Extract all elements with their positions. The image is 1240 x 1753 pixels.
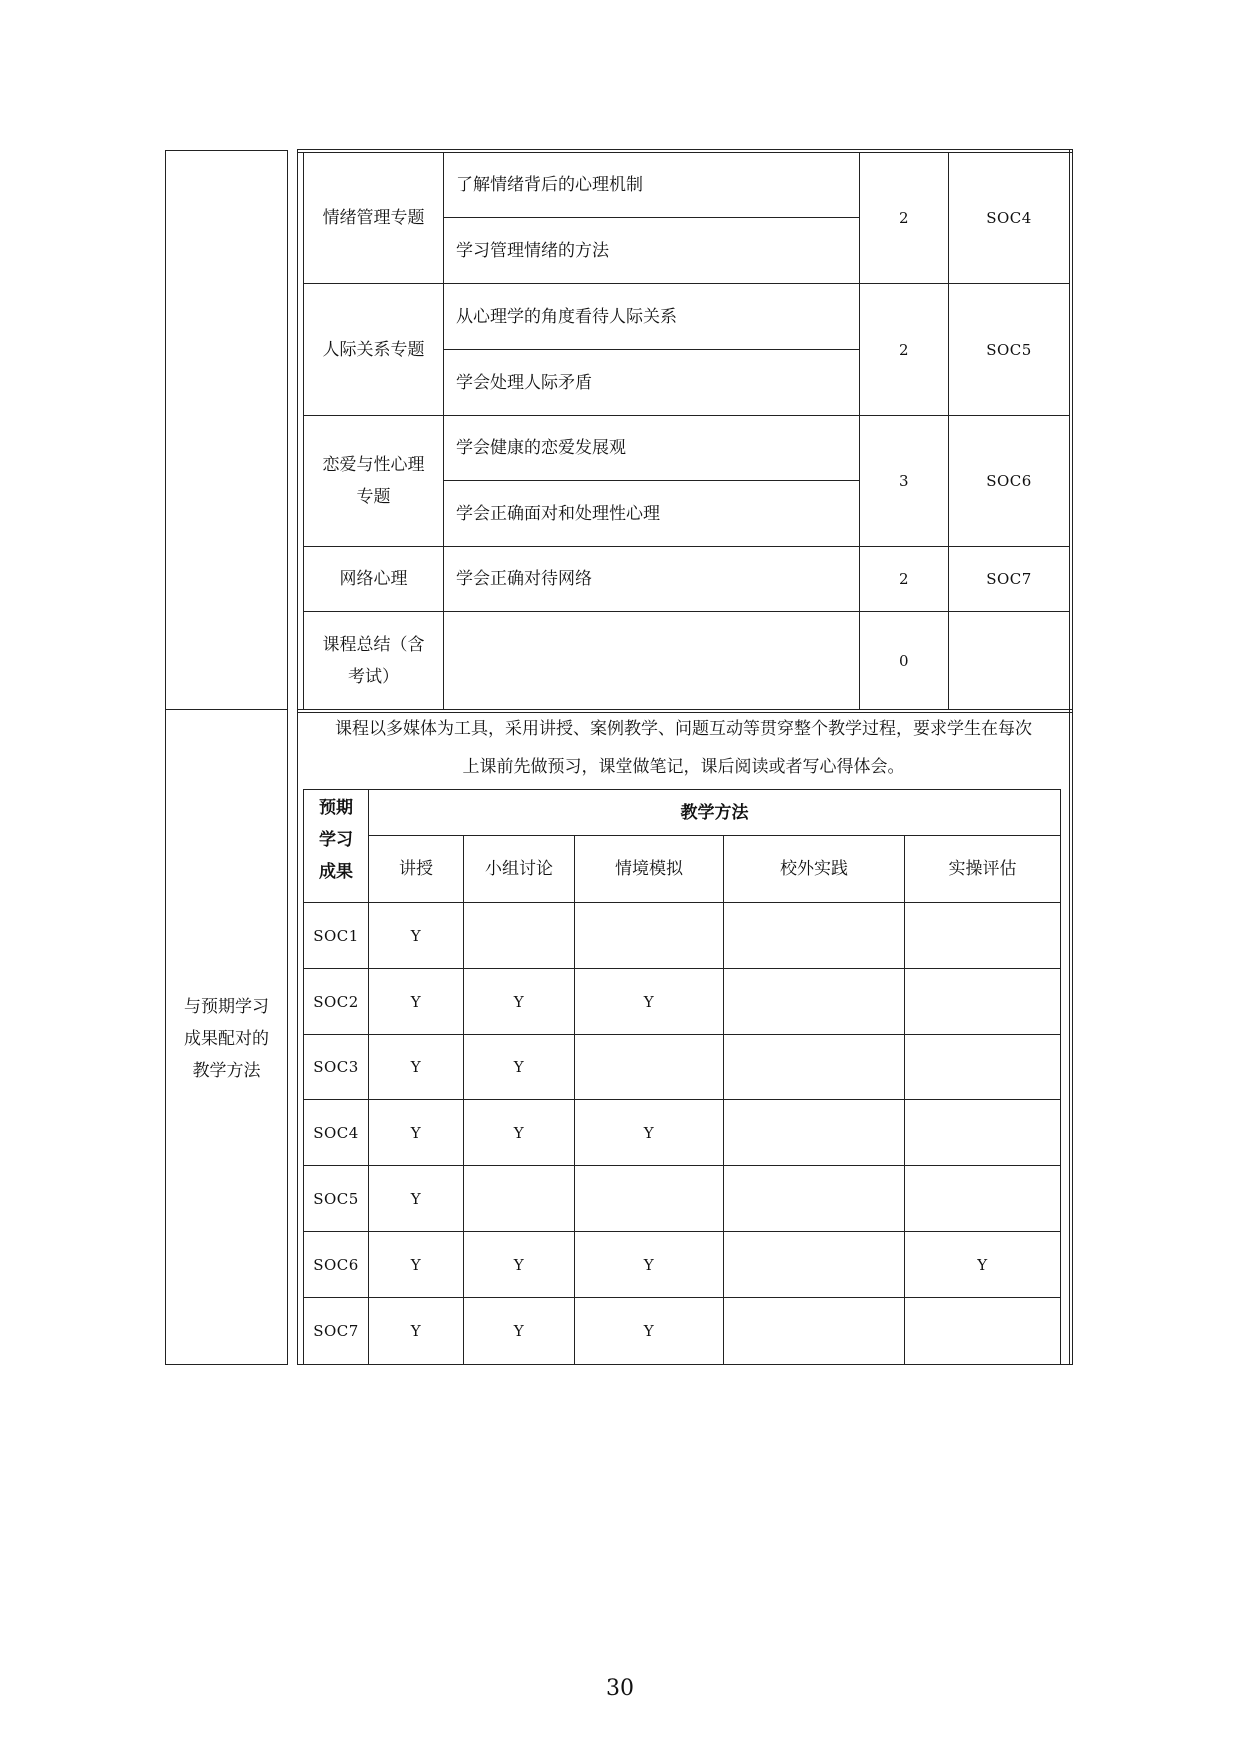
topic-label: 专题 <box>356 487 391 507</box>
matrix-mark <box>905 1035 1060 1099</box>
matrix-mark: Y <box>513 1322 525 1340</box>
method-header: 小组讨论 <box>485 859 553 879</box>
content-cell: 从心理学的角度看待人际关系 <box>456 306 677 327</box>
topic-label: 网络心理 <box>339 569 408 589</box>
outcome-cell <box>949 612 1069 709</box>
topic-cell <box>304 416 443 546</box>
matrix-mark <box>724 1166 904 1231</box>
outcome-cell: SOC5 <box>986 340 1032 359</box>
matrix-mark <box>724 903 904 968</box>
matrix-mark <box>724 1232 904 1297</box>
matrix-mark <box>575 1166 723 1231</box>
content-cell: 学会正确对待网络 <box>456 569 592 589</box>
outcome-cell: SOC6 <box>986 472 1032 490</box>
matrix-mark: Y <box>513 1255 525 1274</box>
matrix-mark: Y <box>410 1058 422 1076</box>
section-label: 与预期学习 成果配对的 教学方法 <box>184 996 269 1081</box>
hours-cell: 2 <box>898 570 910 588</box>
content-cell: 学会健康的恋爱发展观 <box>456 438 626 458</box>
matrix-mark: Y <box>513 1058 525 1076</box>
outcome-cell: SOC7 <box>986 570 1032 588</box>
matrix-mark: Y <box>643 992 655 1011</box>
matrix-outcome: SOC5 <box>313 1189 359 1208</box>
matrix-mark: Y <box>643 1322 655 1340</box>
matrix-mark <box>724 1100 904 1165</box>
topic-cell <box>304 612 443 709</box>
matrix-mark: Y <box>410 1123 422 1142</box>
matrix-mark: Y <box>410 1322 422 1340</box>
matrix-mark <box>724 1035 904 1099</box>
matrix-mark <box>905 1166 1060 1231</box>
content-cell: 了解情绪背后的心理机制 <box>456 174 643 195</box>
content-cell: 学习管理情绪的方法 <box>456 240 609 261</box>
content-cell <box>444 612 859 709</box>
method-header: 讲授 <box>399 859 433 879</box>
matrix-mark: Y <box>513 992 525 1011</box>
topic-cell <box>304 547 443 611</box>
topic-label: 课程总结（含 <box>322 634 425 655</box>
matrix-outcome: SOC6 <box>313 1255 359 1274</box>
method-intro: 课程以多媒体为工具，采用讲授、案例教学、问题互动等贯穿整个教学过程，要求学生在每次 上课前先做预习，课堂做笔记，课后阅读或者写心得体会。 <box>335 719 1032 777</box>
matrix-mark: Y <box>513 1123 525 1142</box>
matrix-mark: Y <box>643 1255 655 1274</box>
matrix-mark <box>575 903 723 968</box>
hours-cell: 2 <box>898 208 910 227</box>
matrix-mark <box>464 1166 574 1231</box>
hours-cell: 0 <box>898 651 910 670</box>
topic-label: 人际关系专题 <box>322 339 425 360</box>
matrix-mark <box>724 969 904 1034</box>
matrix-mark: Y <box>410 992 422 1011</box>
matrix-outcome: SOC3 <box>313 1058 359 1076</box>
matrix-mark: Y <box>410 1255 422 1274</box>
topic-label: 情绪管理专题 <box>322 207 425 228</box>
content-cell: 学会处理人际矛盾 <box>456 372 592 393</box>
topic-cell <box>304 152 443 283</box>
matrix-mark <box>464 903 574 968</box>
page-number: 30 <box>606 1676 634 1701</box>
outcome-header: 预期 学习 成果 <box>319 798 353 882</box>
hours-cell: 2 <box>898 340 910 359</box>
method-header: 情境模拟 <box>615 859 683 879</box>
matrix-mark: Y <box>410 926 422 945</box>
content-cell: 学会正确面对和处理性心理 <box>456 503 660 524</box>
matrix-outcome: SOC2 <box>313 992 359 1011</box>
methods-group-header: 教学方法 <box>680 802 749 823</box>
matrix-mark: Y <box>643 1123 655 1142</box>
matrix-mark <box>905 1298 1060 1364</box>
matrix-mark <box>905 903 1060 968</box>
hours-cell: 3 <box>898 472 910 490</box>
outcome-cell: SOC4 <box>986 208 1032 227</box>
matrix-outcome: SOC4 <box>313 1123 359 1142</box>
matrix-mark: Y <box>977 1255 988 1274</box>
topic-label: 恋爱与性心理 <box>322 455 425 475</box>
matrix-mark <box>905 969 1060 1034</box>
topic-cell <box>304 284 443 415</box>
matrix-outcome: SOC7 <box>313 1322 359 1340</box>
matrix-outcome: SOC1 <box>313 926 359 945</box>
matrix-mark <box>575 1035 723 1099</box>
matrix-mark: Y <box>410 1189 422 1208</box>
matrix-mark <box>905 1100 1060 1165</box>
matrix-mark <box>724 1298 904 1364</box>
topic-label: 考试） <box>348 666 399 687</box>
method-header: 实操评估 <box>948 859 1017 879</box>
method-header: 校外实践 <box>780 859 848 879</box>
